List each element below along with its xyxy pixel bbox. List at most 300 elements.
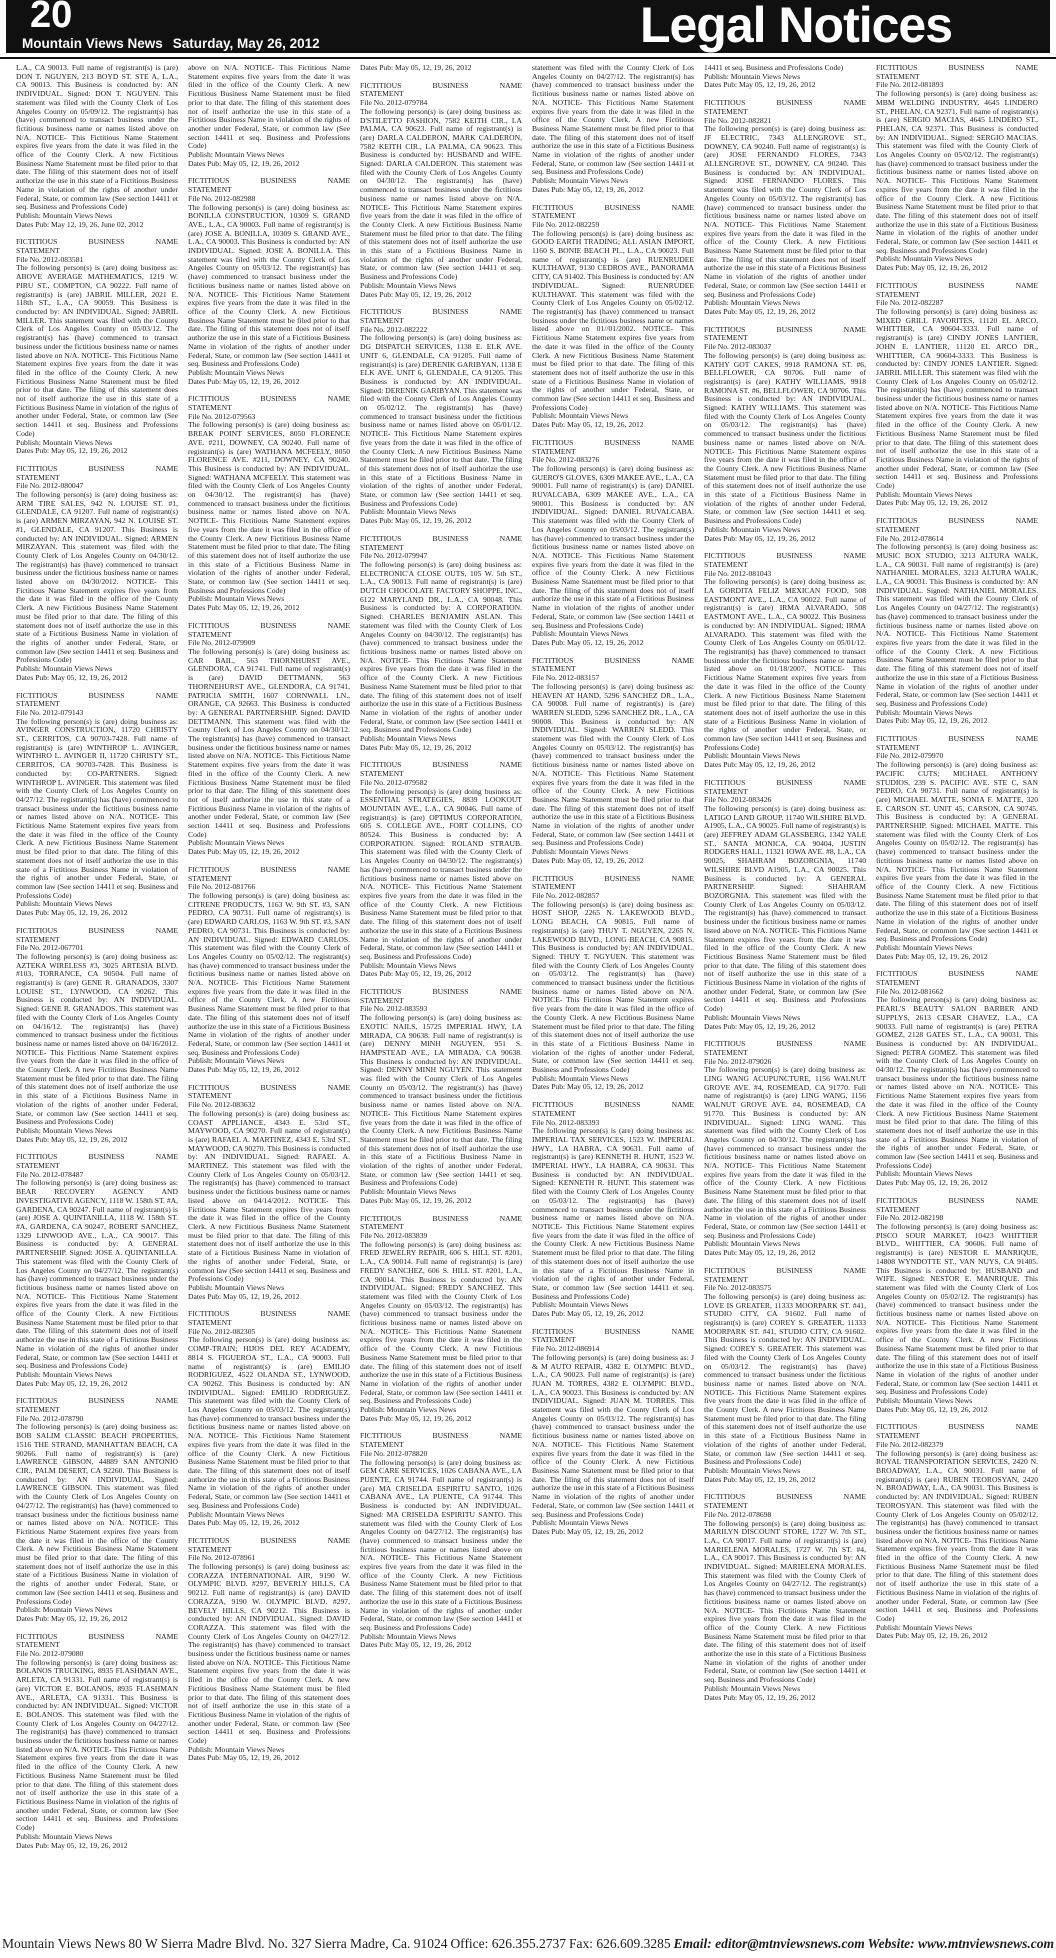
notice-heading-statement: STATEMENT <box>704 1047 748 1057</box>
legal-notice <box>532 64 694 195</box>
notice-body: The following person(s) is (are) doing business as: ROYAL TRANSPORTATION SERVICES, 2420 N. BROADWAY, L.A., CA 90031. Full name of registrant(s) is (are) RUBEN TEOROSYAN, 2420 N. BROADWAY, L.A., CA 90031. This Business is conducted by: AN INDIVIDUAL. Signed: RUBEN TEOROSYAN. This statement was filed with the County Clerk of Los Angeles County on 05/02/12. The registrant(s) has (have) commenced to transact business under the fictitious business name or names listed above on N/A. NOTICE- This Fictitious Name Statement expires five years from the date it was filed in the office of the County Clerk. A new Fictitious Business Name Statement must be filed prior to that date. The filing of this statement does not of itself authorize the use in this state of a Fictitious Business Name in violation of the rights of another under Federal, State, or common law (See section 14411 et seq. Business and Professions Code) <box>876 1448 1038 1623</box>
notice-body: The following person(s) is (are) doing business as: GEM CARE SERVICES, 1026 CABANA AVE., LA PUENTE, CA 91744. Full name of registrant(s) is (are) MA CRISELDA ESPIRITU SANTO, 1026 CABANA AVE., LA PUENTE, CA 91744. This Business is conducted by: AN INDIVIDUAL. Signed: MA CRISELDA ESPIRITU SANTO. This statement was filed with the County Clerk of Los Angeles County on 04/27/12. The registrant(s) has (have) commenced to transact business under the fictitious business name or names listed above on N/A. NOTICE- This Fictitious Name Statement expires five years from the date it was filed in the office of the County Clerk. A new Fictitious Business Name Statement must be filed prior to that date. The filing of this statement does not of itself authorize the use in this state of a Fictitious Business Name in violation of the rights of another under Federal, State, or common law (See section 14411 et seq. Business and Professions Code) <box>360 1457 522 1632</box>
legal-notice <box>16 692 178 918</box>
legal-notice <box>704 1267 866 1485</box>
file-number: File No. 2012-078698 <box>704 1509 772 1519</box>
page-title: Legal Notices <box>639 0 953 53</box>
notice-heading-word: BUSINESS <box>260 1535 297 1545</box>
dates-line: Dates Pub: May 05, 12, 19, 26, 2012 <box>532 420 644 430</box>
notice-body: The following person(s) is (are) doing business as: D'STILETTO FASHION, 7582 KEITH CIR., LA PALMA, CA 90623. Full name of registrant(s) is (are) DARLA CALDERON, MARK CALDERON, 7582 KEITH CIR., LA PALMA, CA 90623. This Business is conducted by: HUSBAND and WIFE. Signed: DARLA CALDERON. This statement was filed with the County Clerk of Los Angeles County on 04/30/12. The registrant(s) has (have) commenced to transact business under the fictitious business name or names listed above on N/A. NOTICE- This Fictitious Name Statement expires five years from the date it was filed in the office of the County Clerk. A new Fictitious Business Name Statement must be filed prior to that date. The filing of this statement does not of itself authorize the use in this state of a Fictitious Business Name in violation of the rights of another under Federal, State, or common law (See section 14411 et seq. Business and Professions Code) <box>360 106 522 282</box>
notices-column-3 <box>360 64 522 1924</box>
notice-heading-statement: STATEMENT <box>360 542 404 552</box>
file-number: File No. 2012-083393 <box>532 1117 600 1127</box>
notice-body: The following person(s) is (are) doing business as: IMPERIAL TAX SERVICES, 1523 W. IMPERIAL HWY., LA HABRA, CA 90631. Full name of registrant(s) is (are) KENNETH R. HUNT, 1523 W. IMPERIAL HWY., LA HABRA, CA 90631. This Business is conducted by: AN INDIVIDUAL. Signed: KENNETH R. HUNT. This statement was filed with the County Clerk of Los Angeles County on 05/03/12. The registrant(s) has (have) commenced to transact business under the fictitious business name or names listed above on N/A. NOTICE- This Fictitious Name Statement expires five years from the date it was filed in the office of the County Clerk. A new Fictitious Business Name Statement must be filed prior to that date. The filing of this statement does not of itself authorize the use in this state of a Fictitious Business Name in violation of the rights of another under Federal, State, or common law (See section 14411 et seq. Business and Professions Code) <box>532 1126 694 1301</box>
notice-body: The following person(s) is (are) doing business as: GOOD EARTH TRADING; ALL ASIAN IMPORT, 1160 S. BONIE BEACH PL., L.A., CA 90023. Full name of registrant(s) is (are) RUENRUDEE KULTHAVAT, 9130 CEDROS AVE., PANORAMA CITY, CA 91402. This Business is conducted by: AN INDIVIDUAL. Signed: RUENRUDEE KULTHAVAT. This statement was filed with the County Clerk of Los Angeles County on 05/02/12. The registrant(s) has (have) commenced to transact business under the fictitious business name or names listed above on 01//01/2002. NOTICE- This Fictitious Name Statement expires five years from the date it was filed in the office of the County Clerk. A new Fictitious Business Name Statement must be filed prior to that date. The filing of this statement does not of itself authorize the use in this state of a Fictitious Business Name in violation of the rights of another under Federal, State, or common law (See section 14411 et seq. Business and Professions Code) <box>532 228 694 412</box>
publish-line: Publish: Mountain Views News <box>876 1622 973 1632</box>
file-number: File No. 2012-083276 <box>532 455 600 465</box>
notice-heading-word: FICTITIOUS <box>532 873 574 883</box>
notice-heading-word: BUSINESS <box>604 437 641 447</box>
notice-heading-word: BUSINESS <box>776 1265 813 1275</box>
publish-line: Publish: Mountain Views News <box>876 489 973 499</box>
notice-heading-word: FICTITIOUS <box>876 1195 918 1205</box>
footer-website: Website: www.mtnviewsnews.com <box>867 1936 1054 1951</box>
notice-heading-statement: STATEMENT <box>532 446 576 456</box>
notice-heading-statement: STATEMENT <box>532 211 576 221</box>
notices-column-2 <box>188 64 350 1924</box>
legal-notice <box>360 761 522 979</box>
notice-heading-word: NAME <box>1015 280 1038 290</box>
legal-notice <box>360 1215 522 1424</box>
notice-heading-statement: STATEMENT <box>704 333 748 343</box>
notice-body: The following person(s) is (are) doing business as: ELECTRONIC'A CLOSE OUTS, 105 W. 5th ST., L.A., CA 90013. Full name of registrant(s) is (are) DUTCH CHOCOLATE FACTORY SHOPPE, INC., 6122 MARYLAND DR., L.A., CA 90048. This Business is conducted by: A CORPORATION. Signed: CHARLES BENJAMIN ASLAN. This statement was filed with the County Clerk of Los Angeles County on 04/30/12. The registrant(s) has (have) commenced to transact business under the fictitious business name or names listed above on N/A. NOTICE- This Fictitious Name Statement expires five years from the date it was filed in the office of the County Clerk. A new Fictitious Business Name Statement must be filed prior to that date. The filing of this statement does not of itself authorize the use in this state of a Fictitious Business Name in violation of the rights of another under Federal, State, or common law (See section 14411 et seq. Business and Professions Code) <box>360 559 522 735</box>
notice-heading-word: FICTITIOUS <box>704 777 746 787</box>
notice-heading-word: FICTITIOUS <box>704 1492 746 1502</box>
notice-heading-word: FICTITIOUS <box>876 64 918 72</box>
notice-heading-word: FICTITIOUS <box>188 1535 230 1545</box>
notice-heading-statement: STATEMENT <box>360 1440 404 1450</box>
notice-heading-word: FICTITIOUS <box>532 202 574 212</box>
notice-heading-word: NAME <box>155 690 178 700</box>
notice-heading-statement: STATEMENT <box>16 246 60 256</box>
notice-heading-word: NAME <box>155 1631 178 1641</box>
dates-line: Dates Pub: May 05, 12, 19, 26, 2012 <box>704 80 816 90</box>
publish-line: Publish: Mountain Views News <box>16 1125 113 1135</box>
dates-line: Dates Pub: May 05, 12, 19, 26, 2012 <box>16 1613 128 1623</box>
dates-line: Dates Pub: May 05, 12, 19, 26, 2012 <box>532 1309 644 1319</box>
publish-line: Publish: Mountain Views News <box>532 1300 629 1310</box>
notice-heading-statement: STATEMENT <box>16 699 60 709</box>
legal-notice <box>16 64 178 229</box>
notice-body: The following person(s) is (are) doing business as: COAST APPLIANCE, 4343 E. 53rd ST., MAYWOOD, CA 90270. Full name of registrant(s) is (are) RAFAEL A. MARTINEZ, 4343 E. 53rd ST., MAYWOOD, CA 90270. This Business is conducted by: AN INDIVIDUAL. Signed: RAFAEL A. MARTINEZ. This statement was filed with the County Clerk of Los Angeles County on 05/03/12. The registrant(s) has (have) commenced to transact business under the fictitious business name or names listed above on 04/14/2012. NOTICE- This Fictitious Name Statement expires five years from the date it was filed in the office of the County Clerk. A new Fictitious Business Name Statement must be filed prior to that date. The filing of this statement does not of itself authorize the use in this state of a Fictitious Business Name in violation of the rights of another under Federal, State, or common law (See section 14411 et seq. Business and Professions Code) <box>188 1108 350 1284</box>
notice-heading-statement: STATEMENT <box>188 403 232 413</box>
notice-heading-word: FICTITIOUS <box>360 1213 402 1223</box>
notice-heading-word: FICTITIOUS <box>16 690 58 700</box>
notice-heading-word: BUSINESS <box>948 969 985 979</box>
file-number: File No. 2012-079970 <box>876 751 944 761</box>
notice-body: The following person(s) is (are) doing business as: BOLANOS TRUCKING, 8935 FLASHMAN AVE., ARLETA, CA 91331. Full name of registrant(s) is (are) VICTOR E. BOLANOS, 8935 FLASHMAN AVE., ARLETA, CA 91331. This Business is conducted by: AN INDIVIDUAL. Signed: VICTOR E. BOLANOS. This statement was filed with the County Clerk of Los Angeles County on 04/27/12. The registrant(s) has (have) commenced to transact business under the fictitious business name or names listed above on N/A. NOTICE- This Fictitious Name Statement expires five years from the date it was filed in the office of the County Clerk. A new Fictitious Business Name Statement must be filed prior to that date. The filing of this statement does not of itself authorize the use in this state of a Fictitious Business Name in violation of the rights of another under Federal, State, or common law (See section 14411 et seq. Business and Professions Code) <box>16 1657 178 1833</box>
notice-heading-word: NAME <box>499 533 522 543</box>
file-number: File No. 2012-083839 <box>360 1231 428 1240</box>
notice-heading-statement: STATEMENT <box>360 769 404 779</box>
publish-line: Publish: Mountain Views News <box>188 1744 285 1754</box>
file-number: File No. 2012-081766 <box>188 882 256 892</box>
file-number: File No. 2012-078614 <box>876 533 944 543</box>
dates-line: Dates Pub: May 05, 12, 19, 26, 2012 <box>704 533 816 543</box>
notice-body: The following person(s) is (are) doing business as: PACIFIC CUTS; MICHAEL ANTHONY STUDIOS, 239 S. PACIFIC AVE. STE C, SAN PEDRO, CA 90731. Full name of registrant(s) is (are) MICHAEL MATTE, SONIA F. MATTE, 320 E. CARSON ST. UNIT 45, CARSON, CA 90745. This Business is conducted by: A GENERAL PARTNERSHIP. Signed: MICHAEL MATTE. This statement was filed with the County Clerk of Los Angeles County on 05/02/12. The registrant(s) has (have) commenced to transact business under the fictitious business name or names listed above on N/A. NOTICE- This Fictitious Name Statement expires five years from the date it was filed in the office of the County Clerk. A new Fictitious Business Name Statement must be filed prior to that date. The filing of this statement does not of itself authorize the use in this state of a Fictitious Business Name in violation of the rights of another under Federal, State, or common law (See section 14411 et seq. Business and Professions Code) <box>876 760 1038 944</box>
issue-date: Saturday, May 26, 2012 <box>172 36 320 51</box>
notice-heading-word: BUSINESS <box>776 1039 813 1049</box>
masthead-subtitle <box>22 36 320 51</box>
publish-line: Publish: Mountain Views News <box>360 280 457 290</box>
notice-body: The following person(s) is (are) doing business as: AVINGER CONSTRUCTION, 11720 CHRISTY ST., CERRITOS, CA 90703-7428. Full name of registrant(s) is (are) WINTHROP L. AVINGER, WINTHRO L. AVINGER II, 11720 CHRISTY ST., CERRITOS, CA 90703-7428. This Business is conducted by: CO-PARTNERS. Signed: WINTHROP L. AVINGER. This statement was filed with the County Clerk of Los Angeles County on 04/27/12. The registrant(s) has (have) commenced to transact business under the fictitious business name or names listed above on N/A. NOTICE- This Fictitious Name Statement expires five years from the date it was filed in the office of the County Clerk. A new Fictitious Business Name Statement must be filed prior to that date. The filing of this statement does not of itself authorize the use in this state of a Fictitious Business Name in violation of the rights of another under Federal, State, or common law (See section 14411 et seq. Business and Professions Code) <box>16 716 178 900</box>
notice-heading-statement: STATEMENT <box>876 1431 920 1441</box>
legal-notice <box>16 1153 178 1388</box>
file-number: File No. 2012-080047 <box>16 481 84 491</box>
notices-column-6 <box>876 64 1038 1924</box>
notice-heading-word: NAME <box>671 202 694 212</box>
notice-heading-word: BUSINESS <box>432 80 469 90</box>
dates-line: Dates Pub: May 05, 12, 19, 26, 2012 <box>360 516 472 526</box>
file-number: File No. 2012-078820 <box>360 1448 428 1458</box>
notice-heading-word: BUSINESS <box>604 202 641 212</box>
notice-heading-statement: STATEMENT <box>532 1108 576 1118</box>
notice-body: The following person(s) is (are) doing business as: DG DISPATCH SERVICES, 1138 E. ELK AVE. UNIT 6, GLENDALE, CA 91205. Full name of registrant(s) is (are) DERENIK GARIBYAN, 1138 E ELK AVE. UNIT 6, GLENDALE, CA 91205. This Business is conducted by: AN INDIVIDUAL. Signed: DERENIK GARIBYAN. This statement was filed with the County Clerk of Los Angeles County on 05/02/12. The registrant(s) has (have) commenced to transact business under the fictitious business name or names listed above on 05/01/12. NOTICE- This Fictitious Name Statement expires five years from the date it was filed in the office of the County Clerk. A new Fictitious Business Name Statement must be filed prior to that date. The filing of this statement does not of itself authorize the use in this state of a Fictitious Business Name in violation of the rights of another under Federal, State, or common law (See section 14411 et seq. Business and Professions Code) <box>360 333 522 508</box>
notice-heading-word: NAME <box>327 1309 350 1319</box>
publication-name: Mountain Views News <box>22 36 163 51</box>
notice-body: The following person(s) is (are) doing business as: KATHY GOT CAKES, 9918 RAMONA ST. #6, BELLFLOWER, CA 90706. Full name of registrant(s) is (are) KATHY WILLIAMS, 9918 RAMONA ST. #6, BELLFLOWER, CA 90706. This Business is conducted by: AN INDIVIDUAL. Signed: KATHY WILLIAMS. This statement was filed with the County Clerk of Los Angeles County on 05/03/12. The registrant(s) has (have) commenced to transact business under the fictitious business name or names listed above on N/A. NOTICE- This Fictitious Name Statement expires five years from the date it was filed in the office of the County Clerk. A new Fictitious Business Name Statement must be filed prior to that date. The filing of this statement does not of itself authorize the use in this state of a Fictitious Business Name in violation of the rights of another under Federal, State, or common law (See section 14411 et seq. Business and Professions Code) <box>704 350 866 526</box>
file-number: File No. 2012-083157 <box>532 673 600 683</box>
notice-heading-statement: STATEMENT <box>360 89 404 99</box>
publish-line: Publish: Mountain Views News <box>16 437 113 447</box>
notice-heading-word: FICTITIOUS <box>360 533 402 543</box>
notice-heading-word: FICTITIOUS <box>16 1152 58 1162</box>
notice-body: The following person(s) is (are) doing business as: MUSIC BOX STUDIO, 3213 ALTURA WALK, L.A., CA 90031. Full name of registrant(s) is (are) NATHANIEL MORALES, 3213 ALTURA WALK, L.A., CA 90031. This Business is conducted by: AN INDIVIDUAL. Signed: NATHANIEL MORALES. This statement was filed with the County Clerk of Los Angeles County on 04/27/12. The registrant(s) has (have) commenced to transact business under the fictitious business name or names listed above on N/A. NOTICE- This Fictitious Name Statement expires five years from the date it was filed in the office of the County Clerk. A new Fictitious Business Name Statement must be filed prior to that date. The filing of this statement does not of itself authorize the use in this state of a Fictitious Business Name in violation of the rights of another under Federal, State, or common law (See section 14411 et seq. Business and Professions Code) <box>876 542 1038 708</box>
notice-heading-word: FICTITIOUS <box>704 324 746 334</box>
dates-line: Dates Pub: May 05, 12, 19, 26, 2012 <box>360 742 472 752</box>
notice-heading-word: NAME <box>155 1152 178 1162</box>
notice-heading-word: FICTITIOUS <box>360 760 402 770</box>
file-number: File No. 2012-086914 <box>532 1344 600 1354</box>
footer-office-phone: Office: 626.355.2737 <box>450 1936 567 1951</box>
notice-heading-word: NAME <box>155 237 178 247</box>
publish-line: Publish: Mountain Views News <box>188 1056 285 1066</box>
dates-line: Dates Pub: May 05, 12, 19, 26, 2012 <box>16 908 128 918</box>
notice-heading-word: BUSINESS <box>776 777 813 787</box>
notice-body: The following person(s) is (are) doing business as: MIXED GRILL FAVORITES, 11120 EL ARCO, WHITTIER, CA 90604-3333. Full name of registrant(s) is (are) CINDY JONES LANTIER, JOHN E. LANTIER, 11120 EL ARCO DR., WHITTIER, CA 90604-3333. This Business is conducted by: CINDY JONES LANTIER. Signed: JABRIL MILLER. This statement was filed with the County Clerk of Los Angeles County on 05/02/12. The registrant(s) has (have) commenced to transact business under the fictitious business name or names listed above on N/A. NOTICE- This Fictitious Name Statement expires five years from the date it was filed in the office of the County Clerk. A new Fictitious Business Name Statement must be filed prior to that date. The filing of this statement does not of itself authorize the use in this state of a Fictitious Business Name in violation of the rights of another under Federal, State, or common law (See section 14411 et seq. Business and Professions Code) <box>876 306 1038 491</box>
publish-line: Publish: Mountain Views News <box>16 210 113 220</box>
notice-heading-word: NAME <box>499 307 522 317</box>
notice-heading-word: BUSINESS <box>88 690 125 700</box>
notice-heading-statement: STATEMENT <box>876 978 920 988</box>
dates-line: Dates Pub: May 05, 12, 19, 26, 2012 <box>188 847 300 857</box>
notice-continuation: statement was filed with the County Clerk of Los Angeles County on 04/27/12. The registrant(s) has (have) commenced to transact business under the fictitious business name or names listed above on N/A. NOTICE- This Fictitious Name Statement expires five years from the date it was filed in the office of the County Clerk. A new Fictitious Business Name Statement must be filed prior to that date. The filing of this statement does not of itself authorize the use in this state of a Fictitious Business Name in violation of the rights of another under Federal, State, or common law (See section 14411 et seq. Business and Professions Code) <box>532 64 694 177</box>
file-number: File No. 2012-082379 <box>876 1439 944 1449</box>
dates-line: Dates Pub: May 05, 12, 19, 26, 2012 <box>876 716 988 726</box>
masthead <box>6 0 1050 53</box>
footer-address: 80 W Sierra Madre Blvd. No. 327 <box>128 1936 312 1951</box>
notice-heading-word: NAME <box>155 925 178 935</box>
notices-column-1 <box>16 64 178 1924</box>
publish-line: Publish: Mountain Views News <box>532 411 629 421</box>
notice-body: The following person(s) is (are) doing business as: CORAZZA INTERNATIONAL AIR, 9190 W. OLYMPIC BLVD. #297, BEVERLY HILLS, CA 90212. Full name of registrant(s) is (are) DAVID CORAZZA, 9190 W. OLYMPIC BLVD. #297, BEVELY HILLS, CA 90212. This Business is conducted by: AN INDIVIDUAL. Signed: DAVID CORAZZA. This statement was filed with the County Clerk of Los Angeles County on 04/27/12. The registrant(s) has (have) commenced to transact business under the fictitious business name or names listed above on N/A. NOTICE- This Fictitious Name Statement expires five years from the date it was filed in the office of the County Clerk. A new Fictitious Business Name Statement must be filed prior to that date. The filing of this statement does not of itself authorize the use in this state of a Fictitious Business Name in violation of the rights of another under Federal, State, or common law (See section 14411 et seq. Business and Professions Code) <box>188 1562 350 1746</box>
publish-line: Publish: Mountain Views News <box>360 734 457 744</box>
notice-heading-word: BUSINESS <box>776 98 813 108</box>
legal-notice <box>876 64 1038 273</box>
notice-heading-word: NAME <box>843 1492 866 1502</box>
dates-line: Dates Pub: May 05, 12, 19, 26, 2012 <box>188 1518 300 1528</box>
dates-line: Dates Pub: May 05, 12, 19, 26, 2012 <box>532 638 644 647</box>
notice-body: The following person(s) is (are) doing business as: CAR BAIL, 563 THORNHURST AVE., GLENDORA, CA 91741. Full name of registrant(s) is (are) DAVID DETTMANN, 563 THORNEHURST AVE., GLENDORA, CA 91741, PATRICIA SMITH, 1607 CORNWALL LN., ORANGE, CA 92663. This Business is conducted by: A GENERAL PARTNERSHIP. Signed: DAVID DETTMANN. This statement was filed with the County Clerk of Los Angeles County on 04/30/12. The registrant(s) has (have) commenced to transact business under the fictitious business name or names listed above on N/A. NOTICE- This Fictitious Name Statement expires five years from the date it was filed in the office of the County Clerk. A new Fictitious Business Name Statement must be filed prior to that date. The filing of this statement does not of itself authorize the use in this state of a Fictitious Business Name in violation of the rights of another under Federal, State, or common law (See section 14411 et seq. Business and Professions Code) <box>188 647 350 839</box>
notice-heading-word: FICTITIOUS <box>16 1631 58 1641</box>
notice-heading-word: BUSINESS <box>432 307 469 317</box>
notice-heading-word: BUSINESS <box>260 1082 297 1092</box>
notice-body: The following person(s) is (are) doing business as: LA GORDITA FELIZ MEXICAN FOOD, 508 EASTMONT AVE., L.A., CA 90022. Full name of registrant(s) is (are) IRMA ALVARADO, 508 EASTMONT AVE., L.A., CA 90022. This Business is conducted by: AN INDIVIDUAL. Signed: IRMA ALVARADO. This statement was filed with the County Clerk of Los Angeles County on 05/01/12. The registrant(s) has (have) commenced to transact business under the fictitious business name or names listed above on 01/18/2007. NOTICE- This Fictitious Name Statement expires five years from the date it was filed in the office of the County Clerk. A new Fictitious Business Name Statement must be filed prior to that date. The filing of this statement does not of itself authorize the use in this state of a Fictitious Business Name in violation of the rights of another under Federal, State, or common law (See section 14411 et seq. Business and Professions Code) <box>704 577 866 752</box>
file-number: File No. 2012-078790 <box>16 1413 84 1423</box>
notice-heading-statement: STATEMENT <box>360 315 404 325</box>
notice-body: The following person(s) is (are) doing business as: ESSENTIAL STRATEGIES, 8839 LOOKOUT MOUNTAIN AVE., L.A., CA 90046. Full name of registrant(s) is (are) OPTIMUS CORPORATION, 605 S. COLLEGE AVE., FORT COLLINS, CO 80524. This Business is conducted by: A CORPORATION. Signed: ROLAND STRAUB. This statement was filed with the County Clerk of Los Angeles County on 04/30/12. The registrant(s) has (have) commenced to transact business under the fictitious business name or names listed above on N/A. NOTICE- This Fictitious Name Statement expires five years from the date it was filed in the office of the County Clerk. A new Fictitious Business Name Statement must be filed prior to that date. The filing of this statement does not of itself authorize the use in this state of a Fictitious Business Name in violation of the rights of another under Federal, State, or common law (See section 14411 et seq. Business and Professions Code) <box>360 786 522 961</box>
publish-line: Publish: Mountain Views News <box>876 1396 973 1406</box>
file-number: File No. 2012-081893 <box>876 80 944 90</box>
notice-heading-word: BUSINESS <box>260 620 297 630</box>
publish-line: Publish: Mountain Views News <box>876 1169 973 1179</box>
legal-notice <box>532 439 694 648</box>
notice-heading-word: BUSINESS <box>432 987 469 997</box>
notice-heading-statement: STATEMENT <box>188 185 232 195</box>
notice-heading-word: FICTITIOUS <box>704 1039 746 1049</box>
notice-heading-word: BUSINESS <box>604 1326 641 1336</box>
publish-line: Publish: Mountain Views News <box>532 847 629 857</box>
publish-line: Publish: Mountain Views News <box>876 254 973 264</box>
notice-heading-statement: STATEMENT <box>360 995 404 1005</box>
notice-heading-word: NAME <box>327 620 350 630</box>
notice-heading-word: NAME <box>843 324 866 334</box>
dates-line: Dates Pub: May 05, 12, 19, 26, 2012 <box>188 603 300 613</box>
publish-line: Publish: Mountain Views News <box>360 1405 457 1415</box>
dates-line: Dates Pub: May 05, 12, 19, 26, 2012 <box>188 1065 300 1075</box>
notice-heading-word: BUSINESS <box>432 533 469 543</box>
dates-line: Dates Pub: May 12, 19, 26, June 02, 2012 <box>16 219 144 229</box>
legal-notice <box>360 535 522 753</box>
legal-notice <box>16 1397 178 1623</box>
notice-heading-word: NAME <box>499 80 522 90</box>
notice-heading-statement: STATEMENT <box>188 1091 232 1101</box>
legal-notice <box>876 1423 1038 1641</box>
notice-body: The following person(s) is (are) doing business as: BREAK POINT SERVICES, 8050 FLORENCE AVE. #211, DOWNEY, CA 90240. Full name of registrant(s) is (are) WATHANA MCFEELY, 8050 FLORENCE AVE. #211, DOWNEY, CA 90240. This Business is conducted by: AN INDIVIDUAL. Signed: WATHANA MCFEELY. This statement was filed with the County Clerk of Los Angeles County on 04/30/12. The registrant(s) has (have) commenced to transact business under the fictitious business name or names listed above on N/A. NOTICE- This Fictitious Name Statement expires five years from the date it was filed in the office of the County Clerk. A new Fictitious Business Name Statement must be filed prior to that date. The filing of this statement does not of itself authorize the use in this state of a Fictitious Business Name in violation of the rights of another under Federal, State, or common law (See section 14411 et seq. Business and Professions Code) <box>188 420 350 595</box>
dates-line: Dates Pub: May 05, 12, 19, 26, 2012 <box>360 969 472 979</box>
notice-heading-statement: STATEMENT <box>876 289 920 299</box>
dates-line: Dates Pub: May 05, 12, 19, 26, 2012 <box>532 855 644 865</box>
notice-heading-word: FICTITIOUS <box>876 516 918 526</box>
notice-heading-word: FICTITIOUS <box>532 437 574 447</box>
notice-heading-word: NAME <box>499 760 522 770</box>
notice-heading-word: NAME <box>843 777 866 787</box>
notice-heading-word: BUSINESS <box>776 1492 813 1502</box>
legal-notice <box>188 1310 350 1528</box>
notice-body: The following person(s) is (are) doing business as: PISCO SOUR MARKET, 10423 WHITTIER BLVD., WHITTIER, CA 90606. Full name of registrant(s) is (are) NESTOR E. MANRIQUE, 14808 WYNDOTTE ST., VAN NUYS, CA 91405. This Business is conducted by: HUSBAND and WIFE. Signed: NESTOR E. MANRIQUE. This statement was filed with the County Clerk of Los Angeles County on 05/02/12. The registrant(s) has (have) commenced to transact business under the fictitious business name or names listed above on N/A. NOTICE- This Fictitious Name Statement expires five years from the date it was filed in the office of the County Clerk. A new Fictitious Business Name Statement must be filed prior to that date. The filing of this statement does not of itself authorize the use in this state of a Fictitious Business Name in violation of the rights of another under Federal, State, or common law (See section 14411 et seq. Business and Professions Code) <box>876 1222 1038 1397</box>
file-number: File No. 2012-083037 <box>704 342 772 352</box>
dates-line: Dates Pub: May 05, 12, 19, 26, 2012 <box>704 306 816 316</box>
footer-publication: Mountain Views News <box>2 1936 126 1951</box>
file-number: File No. 2012-082222 <box>360 324 428 334</box>
publish-line: Publish: Mountain Views News <box>188 367 285 377</box>
legal-notice <box>532 875 694 1093</box>
dates-line: Dates Pub: May 05, 12, 19, 26, 2012 <box>704 1474 816 1484</box>
notice-heading-word: BUSINESS <box>432 760 469 770</box>
notice-heading-word: NAME <box>499 1431 522 1441</box>
legal-notice <box>876 282 1038 508</box>
publish-line: Publish: Mountain Views News <box>532 1073 629 1083</box>
notice-heading-word: FICTITIOUS <box>532 655 574 665</box>
notice-body: The following person(s) is (are) doing business as: AZTEKA WIRELESS #3, 3025 ARTESIA BLVD. #103, TORRANCE, CA 90504. Full name of registrant(s) is (are) GENE R. GRANADOS, 3307 LOUISE ST., LYNWOOD, CA 90262. This Business is conducted by: AN INDIVIDUAL. Signed: GENE R. GRANADOS. This statement was filed with the County Clerk of Los Angeles County on 04/16/12. The registrant(s) has (have) commenced to transact business under the fictitious business name or names listed above on 04/16/2012. NOTICE- This Fictitious Name Statement expires five years from the date it was filed in the office of the County Clerk. A new Fictitious Business Name Statement must be filed prior to that date. The filing of this statement does not of itself authorize the use in this state of a Fictitious Business Name in violation of the rights of another under Federal, State, or common law (See section 14411 et seq. Business and Professions Code) <box>16 951 178 1127</box>
publish-line: Publish: Mountain Views News <box>876 942 973 952</box>
legal-notice <box>532 204 694 430</box>
notice-heading-statement: STATEMENT <box>532 882 576 892</box>
file-number: File No. 2012-079784 <box>360 98 428 108</box>
dates-line: Dates Pub: May 05, 12, 19, 26, 2012 <box>704 1692 816 1702</box>
notice-heading-word: BUSINESS <box>260 176 297 186</box>
notice-heading-word: NAME <box>327 394 350 404</box>
notice-heading-statement: STATEMENT <box>704 786 748 796</box>
publish-line: Publish: Mountain Views News <box>16 1369 113 1379</box>
file-number: File No. 2012-083593 <box>360 1004 428 1014</box>
notice-heading-word: FICTITIOUS <box>16 1396 58 1406</box>
notice-body: The following person(s) is (are) doing business as: COMP-TRAIN; HIJOS DEL REY ACADEMY, 8814 S. FIGUEROA ST., L.A., CA 90003. Full name of registrant(s) is (are) EMILIO RODRIGUEZ, 4522 OLANDA ST., LYNWOOD, CA 90262. This Business is conducted by: AN INDIVIDUAL. Signed: EMILIO RODRIGUEZ. This statement was filed with the County Clerk of Los Angeles County on 05/03/12. The registrant(s) has (have) commenced to transact business under the fictitious business name or names listed above on N/A. NOTICE- This Fictitious Name Statement expires five years from the date it was filed in the office of the County Clerk. A new Fictitious Business Name Statement must be filed prior to that date. The filing of this statement does not of itself authorize the use in this state of a Fictitious Business Name in violation of the rights of another under Federal, State, or common law (See section 14411 et seq. Business and Professions Code) <box>188 1335 350 1510</box>
notice-heading-word: NAME <box>155 463 178 473</box>
dates-line: Dates Pub: May 05, 12, 19, 26, 2012 <box>188 158 300 168</box>
notice-heading-statement: STATEMENT <box>704 1501 748 1511</box>
notice-heading-statement: STATEMENT <box>188 873 232 883</box>
notice-heading-statement: STATEMENT <box>188 1544 232 1554</box>
notice-heading-word: NAME <box>843 1265 866 1275</box>
file-number: File No. 2012-082305 <box>188 1326 256 1336</box>
footer-email: Email: editor@mtnviewsnews.com <box>673 1936 865 1951</box>
notice-heading-word: FICTITIOUS <box>704 1265 746 1275</box>
notice-heading-statement: STATEMENT <box>704 559 748 569</box>
notice-heading-statement: STATEMENT <box>532 1335 576 1345</box>
file-number: File No. 2012-082821 <box>704 115 772 125</box>
file-number: File No. 2012-083581 <box>16 254 84 264</box>
notice-body: The following person(s) is (are) doing business as: BOB SALIM CLASSIC BEACH PROPERTIES, 1516 THE STRAND, MANHATTAN BEACH, CA 90266. Full name of registrant(s) is (are) LAWRENCE GIBSON, 44889 SAN ANTONIO CIR., PALM DESERT, CA 92260. This Business is conducted by: AN INDIVIDUAL. Signed: LAWRENCE GIBSON. This statement was filed with the County Clerk of Los Angeles County on 04/27/12. The registrant(s) has (have) commenced to transact business under the fictitious business name or names listed above on N/A. NOTICE- This Fictitious Name Statement expires five years from the date it was filed in the office of the County Clerk. A new Fictitious Business Name Statement must be filed prior to that date. The filing of this statement does not of itself authorize the use in this state of a Fictitious Business Name in violation of the rights of another under Federal, State, or common law (See section 14411 et seq. Business and Professions Code) <box>16 1422 178 1606</box>
dates-line: Dates Pub: May 05, 12, 19, 26, 2012 <box>360 289 472 299</box>
notice-heading-word: BUSINESS <box>88 1631 125 1641</box>
publish-line: Publish: Mountain Views News <box>188 1509 285 1519</box>
notice-heading-word: FICTITIOUS <box>876 1422 918 1432</box>
dates-line: Dates Pub: May 05, 12, 19, 26, 2012 <box>876 1404 988 1414</box>
notice-heading-word: BUSINESS <box>260 1309 297 1319</box>
notice-heading-word: FICTITIOUS <box>360 80 402 90</box>
publish-line: Publish: Mountain Views News <box>360 1631 457 1641</box>
notice-body: The following person(s) is (are) doing business as: HEAVEN AT HAND, 5296 SANCHEZ DR., L.A., CA 90008. Full name of registrant(s) is (are) WARREN SLEDD, 5296 SANCHEZ DR., L.A., CA 90008. This Business is conducted by: AN INDIVIDUAL. Signed: WARREN SLEDD. This statement was filed with the County Clerk of Los Angeles County on 05/03/12. The registrant(s) has (have) commenced to transact business under the fictitious business name or names listed above on N/A. NOTICE- This Fictitious Name Statement expires five years from the date it was filed in the office of the County Clerk. A new Fictitious Business Name Statement must be filed prior to that date. The filing of this statement does not of itself authorize the use in this state of a Fictitious Business Name in violation of the rights of another under Federal, State, or common law (See section 14411 et seq. Business and Professions Code) <box>532 681 694 848</box>
notice-heading-word: BUSINESS <box>948 734 985 744</box>
notice-body: The following person(s) is (are) doing business as: GUERO'S GLOVES, 6309 MAKEE AVE., L.A., CA 90001. Full name of registrant(s) is (are) DANIEL RUVALCABA, 6309 MAKEE AVE., L.A., CA 90001. This Business is conducted by: AN INDIVIDUAL. Signed: DANIEL RUVALCABA. This statement was filed with the County Clerk of Los Angeles County on 05/03/12. The registrant(s) has (have) commenced to transact business under the fictitious business name or names listed above on N/A. NOTICE- This Fictitious Name Statement expires five years from the date it was filed in the office of the County Clerk. A new Fictitious Business Name Statement must be filed prior to that date. The filing of this statement does not of itself authorize the use in this state of a Fictitious Business Name in violation of the rights of another under Federal, State, or common law (See section 14411 et seq. Business and Professions Code) <box>532 463 694 630</box>
notice-heading-word: BUSINESS <box>948 1422 985 1432</box>
publish-line: Publish: Mountain Views News <box>188 594 285 604</box>
dates-line: Dates Pub: May 05, 12, 19, 26, 2012 <box>876 498 988 508</box>
legal-notice <box>188 866 350 1075</box>
notice-body: The following person(s) is (are) doing business as: LING WANG ACUPUNCTURE, 1156 WALNUT GROVE AVE. #4, ROSEMEAD, CA 91770. Full name of registrant(s) is (are) LING WANG, 1156 WALNUT GROVE AVE. #4, ROSEMEAD, CA 91770. This Business is conducted by: AN INDIVIDUAL. Signed: LING WANG. This statement was filed with the County Clerk of Los Angeles County on 04/30/12. The registrant(s) has (have) commenced to transact business under the fictitious business name or names listed above on N/A. NOTICE- This Fictitious Name Statement expires five years from the date it was filed in the office of the County Clerk. A new Fictitious Business Name Statement must be filed prior to that date. The filing of this statement does not of itself authorize the use in this state of a Fictitious Business Name in violation of the rights of another under Federal, State, or common law (See section 14411 et seq. Business and Professions Code) <box>704 1065 866 1240</box>
notice-heading-word: NAME <box>155 1396 178 1406</box>
legal-notice <box>704 64 866 90</box>
file-number: File No. 2012-079563 <box>188 411 256 421</box>
dates-line: Dates Pub: May 05, 12, 19, 26, 2012 <box>360 1640 472 1650</box>
notice-body: The following person(s) is (are) doing business as: ABOVE AVERAGE MATHEMATICS, 1219 W. PIRU ST., COMPTON, CA 90222. Full name of registrant(s) is (are) JABRIL MILLER, 2021 E. 118th ST., L.A., CA 90059. This Business is conducted by: AN INDIVIDUAL. Signed: JABRIL MILLER. This statement was filed with the County Clerk of Los Angeles County on 05/03/12. The registrant(s) has (have) commenced to transact business under the fictitious business name or names listed above on N/A. NOTICE- This Fictitious Name Statement expires five years from the date it was filed in the office of the County Clerk. A new Fictitious Business Name Statement must be filed prior to that date. The filing of this statement does not of itself authorize the use in this state of a Fictitious Business Name in violation of the rights of another under Federal, State, or common law (See section 14411 et seq. Business and Professions Code) <box>16 263 178 438</box>
footer <box>0 1936 1056 1954</box>
legal-notice <box>704 1040 866 1258</box>
legal-notice <box>16 1633 178 1851</box>
notice-heading-word: NAME <box>327 176 350 186</box>
publish-line: Publish: Mountain Views News <box>16 1831 113 1841</box>
notice-heading-word: NAME <box>843 1039 866 1049</box>
file-number: File No. 2012-081662 <box>876 986 944 996</box>
notice-continuation: above on N/A. NOTICE- This Fictitious Name Statement expires five years from the date it was filed in the office of the County Clerk. A new Fictitious Business Name Statement must be filed prior to that date. The filing of this statement does not of itself authorize the use in this state of a Fictitious Business Name in violation of the rights of another under Federal, State, or common law (See section 14411 et seq. Business and Professions Code) <box>188 64 350 151</box>
notice-heading-word: FICTITIOUS <box>16 463 58 473</box>
publish-line: Publish: Mountain Views News <box>188 838 285 848</box>
notice-heading-word: FICTITIOUS <box>876 969 918 979</box>
notices-column-4 <box>532 64 694 1924</box>
dates-line: Dates Pub: May 05, 12, 19, 26, 2012 <box>360 1413 472 1423</box>
notice-heading-word: BUSINESS <box>88 1152 125 1162</box>
notice-heading-word: FICTITIOUS <box>876 734 918 744</box>
notice-heading-word: NAME <box>1015 516 1038 526</box>
file-number: File No. 2012-083426 <box>704 795 772 805</box>
dates-line: Dates Pub: May 05, 12, 19, 26, 2012 <box>360 1195 472 1205</box>
notice-heading-word: BUSINESS <box>776 324 813 334</box>
publish-line: Publish: Mountain Views News <box>360 960 457 970</box>
notice-heading-word: BUSINESS <box>948 280 985 290</box>
notice-heading-statement: STATEMENT <box>188 1318 232 1328</box>
notice-heading-word: NAME <box>327 1535 350 1545</box>
file-number: File No. 2012-067701 <box>16 943 84 953</box>
dates-line: Dates Pub: May 05, 12, 19, 26, 2012 <box>704 760 816 770</box>
dates-line: Dates Pub: May 05, 12, 19, 26, 2012 <box>16 1378 128 1388</box>
dates-line: Dates Pub: May 05, 12, 19, 26, 2012 <box>704 1021 816 1031</box>
legal-notice <box>16 465 178 683</box>
notice-heading-word: FICTITIOUS <box>876 280 918 290</box>
notice-heading-statement: STATEMENT <box>532 664 576 674</box>
publish-line: Publish: Mountain Views News <box>532 629 629 639</box>
publish-line: Publish: Mountain Views News <box>704 524 801 534</box>
notice-body: The following person(s) is (are) doing business as: BONILLA CONSTRUCTION, 10309 S. GRAND AVE., L.A., CA 90003. Full name of registrant(s) is (are) JOSE A. BONILLA, 10309 S. GRAND AVE., L.A., CA 90003. This Business is conducted by: AN INDIVIDUAL. Signed: JOSE A. BONILLA. This statement was filed with the County Clerk of Los Angeles County on 05/03/12. The registrant(s) has (have) commenced to transact business under the fictitious business name or names listed above on N/A. NOTICE- This Fictitious Name Statement expires five years from the date it was filed in the office of the County Clerk. A new Fictitious Business Name Statement must be filed prior to that date. The filing of this statement does not of itself authorize the use in this state of a Fictitious Business Name in violation of the rights of another under Federal, State, or common law (See section 14411 et seq. Business and Professions Code) <box>188 202 350 369</box>
file-number: File No. 2012-079582 <box>360 777 428 787</box>
notice-heading-word: BUSINESS <box>776 551 813 561</box>
notice-body: The following person(s) is (are) doing business as: EXOTIC NAILS, 15725 IMPERIAL HWY, LA MIRADA, CA 90638. Full name of registrant(s) is (are) DENNY MINH NGUYEN, 951 S. HAMPSTEAD AVE., LA MIRADA, CA 90638. This Business is conducted by: AN INDIVIDUAL. Signed: DENNY MINH NGUYEN. This statement was filed with the County Clerk of Los Angeles County on 05/03/12. The registrant(s) has (have) commenced to transact business under the fictitious business name or names listed above on N/A. NOTICE- This Fictitious Name Statement expires five years from the date it was filed in the office of the County Clerk. A new Fictitious Business Name Statement must be filed prior to that date. The filing of this statement does not of itself authorize the use in this state of a Fictitious Business Name in violation of the rights of another under Federal, State, or common law (See section 14411 et seq. Business and Professions Code) <box>360 1013 522 1188</box>
publish-line: Publish: Mountain Views News <box>532 1518 629 1528</box>
notice-heading-statement: STATEMENT <box>16 934 60 944</box>
notice-heading-statement: STATEMENT <box>876 1204 920 1214</box>
publish-line: Publish: Mountain Views News <box>704 751 801 761</box>
file-number: File No. 2012-083575 <box>704 1283 772 1293</box>
file-number: File No. 2012-079143 <box>16 707 84 717</box>
notice-heading-word: BUSINESS <box>260 864 297 874</box>
dates-line: Dates Pub: May 05, 12, 19, 26, 2012 <box>16 446 128 456</box>
notice-heading-statement: STATEMENT <box>16 472 60 482</box>
footer-city: Sierra Madre, Ca. 91024 <box>314 1936 448 1951</box>
notice-body: The following person(s) is (are) doing business as: MARILYN DISCOUNT STORE, 1727 W. 7th ST., L.A., CA 90017. Full name of registrant(s) is (are) MARIELENA MORALES, 1727 W. 7th ST. #4, L.A., CA 90017. This Business is conducted by: AN INDIVIDUAL. Signed: MARIELENA MORALES. This statement was filed with the County Clerk of Los Angeles County on 04/27/12. The registrant(s) has (have) commenced to transact business under the fictitious business name or names listed above on N/A. NOTICE- This Fictitious Name Statement expires five years from the date it was filed in the office of the County Clerk. A new Fictitious Business Name Statement must be filed prior to that date. The filing of this statement does not of itself authorize the use in this state of a Fictitious Business Name in violation of the rights of another under Federal, State, or common law (See section 14411 et seq. Business and Professions Code) <box>704 1518 866 1685</box>
file-number: File No. 2012-081043 <box>704 568 772 578</box>
file-number: File No. 2012-082198 <box>876 1213 944 1223</box>
notice-heading-word: NAME <box>671 1100 694 1110</box>
notice-heading-word: FICTITIOUS <box>16 237 58 247</box>
legal-notice <box>188 622 350 857</box>
notice-heading-word: BUSINESS <box>88 463 125 473</box>
header-rule <box>0 57 1056 59</box>
notice-heading-word: FICTITIOUS <box>188 1309 230 1319</box>
legal-notice <box>360 1432 522 1650</box>
dates-line: Dates Pub: May 05, 12, 19, 26, 2012 <box>188 376 300 386</box>
notice-heading-word: BUSINESS <box>432 1431 469 1441</box>
notice-body: The following person(s) is (are) doing business as: BEAR RECOVERY AGENCY AND INVESTIGATIVE AGENCY, 1118 W. 158th ST. #A, GARDENA, CA 90247. Full name of registrant(s) is (are) JOSE A. QUINTANILLA, 1118 W. 158th ST. #A, GARDENA, CA 90247, ROBERT SANCHEZ, 1329 LINWOOD AVE., L.A., CA 90017. This Business is conducted by: A GENERAL PARTNERSHIP. Signed: JOSE A. QUINTANILLA. This statement was filed with the County Clerk of Los Angeles County on 04/27/12. The registrant(s) has (have) commenced to transact business under the fictitious business name or names listed above on N/A. NOTICE- This Fictitious Name Statement expires five years from the date it was filed in the office of the County Clerk. A new Fictitious Business Name Statement must be filed prior to that date. The filing of this statement does not of itself authorize the use in this state of a Fictitious Business Name in violation of the rights of another under Federal, State, or common law (See section 14411 et seq. Business and Professions Code) <box>16 1178 178 1371</box>
legal-notice <box>532 657 694 866</box>
file-number: File No. 2012-079909 <box>188 638 256 648</box>
notice-body: The following person(s) is (are) doing business as: J & M AUTO REPAIR, 4382 E. OLYMPIC BLVD., L.A., CA 90023. Full name of registrant(s) is (are) JUAN M. TORRES, 4382 E. OLYMPIC BLVD., L.A., CA 90023. This Business is conducted by: AN INDIVIDUAL. Signed: JUAN M. TORRES. This statement was filed with the County Clerk of Los Angeles County on 05/03/12. The registrant(s) has (have) commenced to transact business under the fictitious business name or names listed above on N/A. NOTICE- This Fictitious Name Statement expires five years from the date it was filed in the office of the County Clerk. A new Fictitious Business Name Statement must be filed prior to that date. The filing of this statement does not of itself authorize the use in this state of a Fictitious Business Name in violation of the rights of another under Federal, State, or common law (See section 14411 et seq. Business and Professions Code) <box>532 1352 694 1519</box>
dates-line: Dates Pub: May 05, 12, 19, 26, 2012 <box>532 184 644 194</box>
notice-body: The following person(s) is (are) doing business as: HOST SHOP, 2265 N. LAKEWOOD BLVD., LONG BEACH, CA 90815. Full name of registrant(s) is (are) THUY T. NGUYEN, 2265 N. LAKEWOOD BLVD., LONG BEACH, CA 90815. This Business is conducted by: AN INDIVIDUAL. Signed: THUY T. NGYUEN. This statement was filed with the County Clerk of Los Angeles County on 05/03/12. The registrant(s) has (have) commenced to transact business under the fictitious business name or names listed above on N/A. NOTICE- This Fictitious Name Statement expires five years from the date it was filed in the office of the County Clerk. A new Fictitious Business Name Statement must be filed prior to that date. The filing of this statement does not of itself authorize the use in this state of a Fictitious Business Name in violation of the rights of another under Federal, State, or common law (See section 14411 et seq. Business and Professions Code) <box>532 899 694 1075</box>
notice-heading-word: BUSINESS <box>604 1100 641 1110</box>
file-number: File No. 2012-079947 <box>360 551 428 561</box>
notice-heading-word: FICTITIOUS <box>360 1431 402 1441</box>
dates-line: Dates Pub: May 05, 12, 19, 26, 2012 <box>876 1178 988 1188</box>
notice-heading-word: FICTITIOUS <box>360 987 402 997</box>
legal-notice <box>704 99 866 317</box>
notice-heading-word: BUSINESS <box>88 1396 125 1406</box>
notice-body: The following person(s) is (are) doing business as: JF ELECTRIC, 7343 ALLENGROVE ST., DOWNEY, CA 90240. Full name of registrant(s) is (are) JOSE FERNANDO FLORES, 7343 ALLENGROVE ST., DOWNEY, CA 90240. This Business is conducted by: AN INDIVIDUAL. Signed: JOSE FERNANDO FLORES. This statement was filed with the County Clerk of Los Angeles County on 05/03/12. The registrant(s) has (have) commenced to transact business under the fictitious business name or names listed above on N/A. NOTICE- This Fictitious Name Statement expires five years from the date it was filed in the office of the County Clerk. A new Fictitious Business Name Statement must be filed prior to that date. The filing of this statement does not of itself authorize the use in this state of a Fictitious Business Name in violation of the rights of another under Federal, State, or common law (See section 14411 et seq. Business and Professions Code) <box>704 124 866 299</box>
notice-heading-word: BUSINESS <box>948 516 985 526</box>
legal-notice <box>360 82 522 300</box>
notice-continuation: L.A., CA 90013. Full name of registrant(s) is (are) DON T. NGUYEN, 213 BOYD ST. STE A, L.A., CA 90013. This Business is conducted by: AN INDIVIDUAL. Signed: DON T. NGUYEN. This statement was filed with the County Clerk of Los Angeles County on 05/09/12. The registrant(s) has (have) commenced to transact business under the fictitious business name or names listed above on N/A. NOTICE- This Fictitious Name Statement expires five years from the date it was filed in the office of the County Clerk. A new Fictitious Business Name Statement must be filed prior to that date. The filing of this statement does not of itself authorize the use in this state of a Fictitious Business Name in violation of the rights of another under Federal, State, or common law (See section 14411 et seq. Business and Professions Code) <box>16 64 178 212</box>
publish-line: Publish: Mountain Views News <box>360 507 457 517</box>
notice-heading-statement: STATEMENT <box>876 524 920 534</box>
notice-heading-word: FICTITIOUS <box>188 864 230 874</box>
